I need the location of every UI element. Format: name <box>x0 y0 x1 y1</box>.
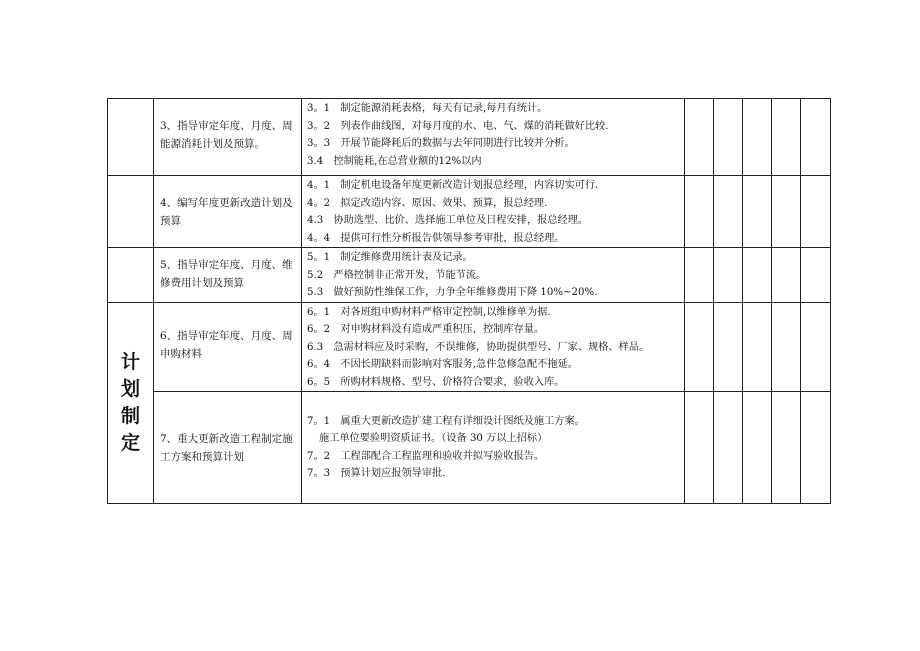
blank-cell <box>801 99 831 176</box>
task-text: 4、编写年度更新改造计划及预算 <box>160 197 293 227</box>
detail-line: 6。4 不因长期缺料而影响对客服务,急件急修急配不拖延。 <box>307 359 578 370</box>
category-char: 制 <box>120 404 140 427</box>
blank-cell <box>772 248 801 303</box>
table-row <box>108 99 831 176</box>
blank-cell <box>743 248 772 303</box>
detail-line: 6。1 对各班组申购材料严格审定控制,以维修单为据. <box>307 306 551 318</box>
blank-cell <box>772 392 801 504</box>
detail-line: 3.4 控制能耗,在总营业额的12%以内 <box>307 155 482 167</box>
details-cell <box>302 176 685 248</box>
detail-line: 7。3 预算计划应报领导审批. <box>307 468 446 479</box>
blank-cell <box>685 392 714 504</box>
blank-cell <box>743 302 772 392</box>
task-cell <box>154 392 302 504</box>
blank-cell <box>801 248 831 303</box>
blank-cell <box>801 392 831 504</box>
blank-cell <box>685 248 714 303</box>
blank-cell <box>801 302 831 392</box>
category-cell-top <box>108 176 154 248</box>
task-cell <box>154 99 302 176</box>
plan-table <box>107 98 831 504</box>
blank-cell <box>685 176 714 248</box>
details-cell <box>302 248 685 303</box>
blank-cell <box>743 99 772 176</box>
task-text: 5、指导审定年度、月度、维修费用计划及预算 <box>160 259 293 289</box>
task-cell <box>154 248 302 303</box>
blank-cell <box>743 392 772 504</box>
detail-line: 3。2 列表作曲线图，对每月度的水、电、气、煤的消耗做好比较. <box>307 120 609 132</box>
details-cell <box>302 302 685 392</box>
detail-line: 6。5 所购材料规格、型号、价格符合要求，验收入库。 <box>307 376 565 388</box>
task-cell <box>154 176 302 248</box>
task-text: 6、指导审定年度、月度、周申购材料 <box>160 329 293 360</box>
blank-cell <box>685 99 714 176</box>
detail-line: 4。4 提供可行性分析报告供领导参考审批，报总经理。 <box>307 232 565 244</box>
blank-cell <box>685 302 714 392</box>
detail-line: 7。1 属重大更新改造扩建工程有详细设计图纸及施工方案。 <box>307 415 585 427</box>
category-cell-top <box>108 99 154 176</box>
blank-cell <box>772 99 801 176</box>
blank-cell <box>714 392 743 504</box>
category-cell-top <box>108 248 154 303</box>
detail-line: 4.3 协助选型、比价、选择施工单位及日程安排，报总经理。 <box>307 215 589 226</box>
detail-line: 6。2 对申购材料没有造成严重积压，控制库存量。 <box>307 324 545 335</box>
blank-cell <box>714 248 743 303</box>
details-cell <box>302 392 685 504</box>
task-text: 7、重大更新改造工程制定施工方案和预算计划 <box>160 432 293 463</box>
detail-line: 5.3 做好预防性维保工作，力争全年维修费用下降 10%~20%. <box>307 287 598 298</box>
table-row <box>108 302 831 392</box>
details-cell <box>302 99 685 176</box>
detail-line: 6.3 急需材料应及时采购，不误维修，协助提供型号、厂家、规格、样品。 <box>307 341 650 353</box>
task-cell <box>154 302 302 392</box>
blank-cell <box>772 176 801 248</box>
table-row <box>108 248 831 303</box>
blank-cell <box>772 302 801 392</box>
task-text: 3、指导审定年度、月度、周能源消耗计划及预算。 <box>160 120 293 150</box>
category-char: 划 <box>120 377 140 400</box>
blank-cell <box>743 176 772 248</box>
detail-line: 施工单位要验明资质证书。（设备 30 万以上招标） <box>319 433 548 444</box>
blank-cell <box>714 176 743 248</box>
category-char: 定 <box>120 431 140 454</box>
detail-line: 5。1 制定维修费用统计表及记录。 <box>307 252 473 263</box>
blank-cell <box>801 176 831 248</box>
detail-line: 4。1 制定机电设备年度更新改造计划报总经理，内容切实可行. <box>307 180 599 191</box>
detail-line: 3。3 开展节能降耗后的数据与去年同期进行比较并分析。 <box>307 138 575 149</box>
category-cell <box>108 302 154 504</box>
blank-cell <box>714 99 743 176</box>
table-row <box>108 392 831 504</box>
detail-line: 5.2 严格控制非正常开发，节能节流。 <box>307 269 487 281</box>
table-row <box>108 176 831 248</box>
blank-cell <box>714 302 743 392</box>
detail-line: 3。1 制定能源消耗表格，每天有记录,每月有统计。 <box>307 103 548 114</box>
detail-line: 4。2 拟定改造内容、原因、效果、预算，报总经理. <box>307 197 548 209</box>
category-char: 计 <box>120 350 140 373</box>
detail-line: 7。2 工程部配合工程监理和验收并拟写验收报告。 <box>307 450 545 462</box>
